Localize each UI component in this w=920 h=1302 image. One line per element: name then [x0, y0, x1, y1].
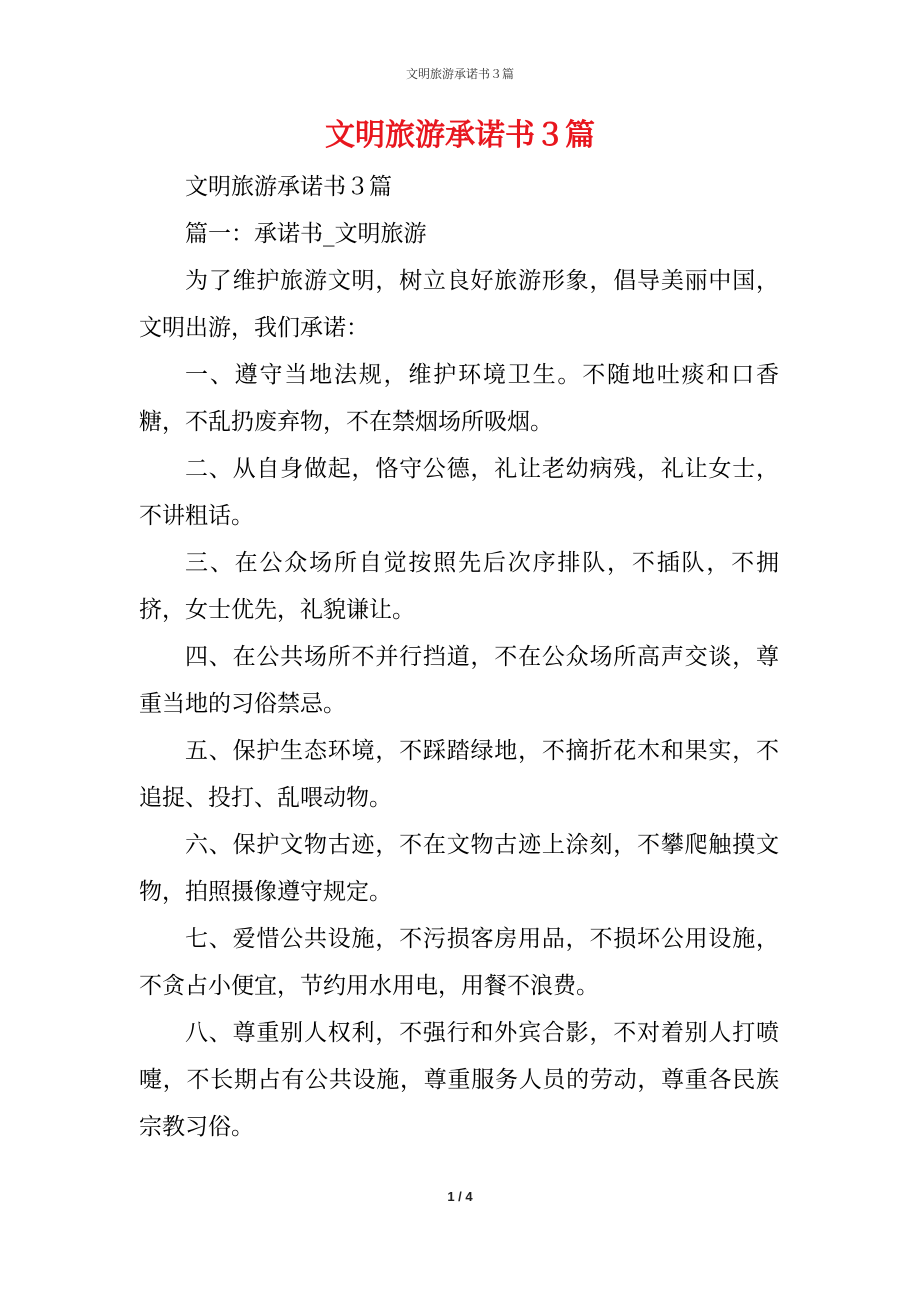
pledge-item-1: 一、遵守当地法规，维护环境卫生。不随地吐痰和口香糖，不乱扔废弃物，不在禁烟场所吸烟。	[139, 362, 779, 435]
subtitle-paragraph: 文明旅游承诺书３篇	[185, 174, 392, 200]
document-body	[139, 164, 779, 1151]
intro-paragraph: 为了维护旅游文明，树立良好旅游形象，倡导美丽中国，文明出游，我们承诺：	[139, 268, 779, 341]
pledge-item-5: 五、保护生态环境，不踩踏绿地，不摘折花木和果实，不追捉、投打、乱喂动物。	[139, 738, 779, 811]
page-number: 1 / 4	[447, 1189, 473, 1204]
section-heading: 篇一：承诺书_文明旅游	[185, 221, 427, 247]
running-header: 文明旅游承诺书３篇	[405, 67, 514, 81]
pledge-item-4: 四、在公共场所不并行挡道，不在公众场所高声交谈，尊重当地的习俗禁忌。	[139, 644, 779, 717]
pledge-item-7: 七、爱惜公共设施，不污损客房用品，不损坏公用设施，不贪占小便宜，节约用水用电，用餐不浪费。	[139, 926, 779, 999]
pledge-item-6: 六、保护文物古迹，不在文物古迹上涂刻，不攀爬触摸文物，拍照摄像遵守规定。	[139, 832, 779, 905]
pledge-item-8: 八、尊重别人权利，不强行和外宾合影，不对着别人打喷嚏，不长期占有公共设施，尊重服务人员的劳动，尊重各民族宗教习俗。	[139, 1020, 779, 1140]
pledge-item-2: 二、从自身做起，恪守公德，礼让老幼病残，礼让女士，不讲粗话。	[139, 456, 779, 529]
document-title: 文明旅游承诺书３篇	[325, 118, 595, 153]
pledge-item-3: 三、在公众场所自觉按照先后次序排队，不插队，不拥挤，女士优先，礼貌谦让。	[139, 550, 779, 623]
